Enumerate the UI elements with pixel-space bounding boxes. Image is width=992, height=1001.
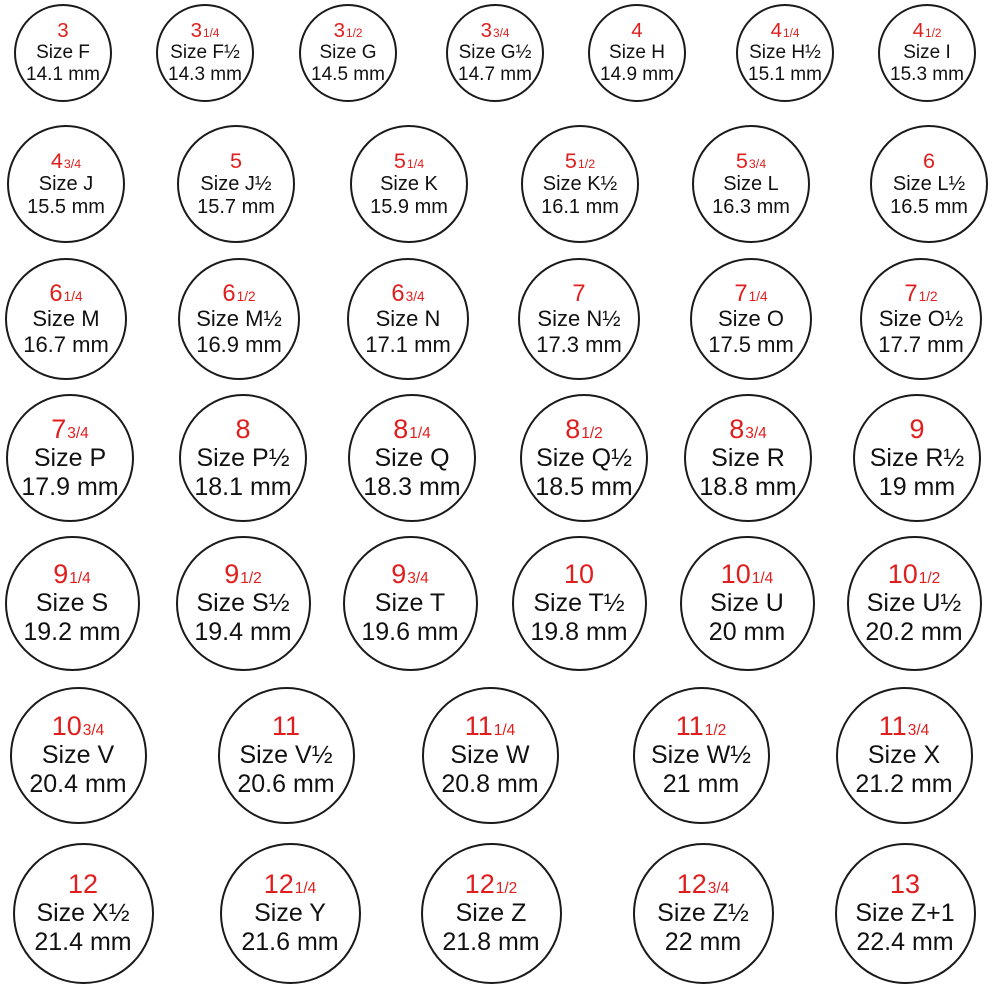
us-size-whole: 12 (676, 869, 707, 900)
ring-circle (446, 4, 544, 102)
diameter-mm-label: 21.8 mm (442, 927, 540, 956)
us-size-whole: 4 (770, 19, 783, 43)
us-size-fraction: 3/4 (745, 425, 767, 443)
ring-circle (6, 394, 134, 522)
us-size-label (394, 149, 424, 174)
diameter-mm-label: 14.7 mm (458, 64, 532, 86)
uk-size-label: Size K (380, 172, 438, 195)
diameter-mm-label: 15.5 mm (27, 196, 105, 219)
us-size-label (904, 281, 937, 307)
uk-size-label: Size W (450, 740, 530, 769)
us-size-whole: 8 (235, 414, 251, 445)
us-size-label (224, 560, 262, 589)
us-size-fraction: 1/4 (783, 27, 800, 41)
us-size-whole: 10 (563, 559, 595, 590)
us-size-whole: 7 (572, 280, 586, 308)
uk-size-label: Size Q (374, 443, 450, 472)
diameter-mm-label: 17.5 mm (708, 331, 794, 357)
uk-size-label: Size G½ (458, 41, 532, 63)
diameter-mm-label: 16.5 mm (890, 196, 968, 219)
us-size-whole: 5 (229, 148, 242, 174)
us-size-whole: 3 (57, 19, 69, 43)
us-size-label (51, 415, 89, 444)
us-size-fraction: 1/4 (63, 289, 83, 305)
uk-size-label: Size O (717, 306, 785, 332)
ring-circle (14, 4, 112, 102)
ring-circle (633, 687, 770, 824)
us-size-label (771, 20, 800, 43)
us-size-whole: 4 (631, 19, 643, 43)
uk-size-label: Size Z½ (657, 898, 749, 927)
uk-size-label: Size Z+1 (855, 898, 955, 927)
us-size-label (68, 870, 98, 899)
uk-size-label: Size X (867, 740, 941, 769)
diameter-mm-label: 19.6 mm (361, 617, 459, 646)
us-size-whole: 8 (393, 414, 409, 445)
us-size-label (736, 149, 766, 174)
us-size-label (734, 281, 767, 307)
diameter-mm-label: 20 mm (708, 617, 786, 646)
us-size-whole: 5 (564, 148, 577, 174)
us-size-fraction: 3/4 (82, 722, 105, 740)
diameter-mm-label: 17.1 mm (365, 331, 451, 357)
us-size-fraction: 1/2 (346, 27, 363, 41)
ring-circle (5, 536, 140, 671)
ring-circle (588, 4, 686, 102)
us-size-label (57, 20, 68, 43)
us-size-fraction: 1/4 (748, 289, 768, 305)
diameter-mm-label: 15.3 mm (890, 64, 964, 86)
uk-size-label: Size S (35, 588, 109, 617)
diameter-mm-label: 22 mm (664, 927, 742, 956)
ring-circle (177, 125, 295, 243)
uk-size-label: Size O½ (878, 306, 964, 332)
ring-circle (680, 536, 815, 671)
ring-circle (156, 4, 254, 102)
ring-circle (5, 258, 127, 380)
uk-size-label: Size J (38, 172, 94, 195)
us-size-whole: 11 (675, 711, 704, 742)
us-size-label (230, 149, 242, 174)
us-size-fraction: 3/4 (63, 157, 82, 172)
us-size-whole: 6 (391, 280, 405, 308)
diameter-mm-label: 20.4 mm (29, 769, 127, 798)
us-size-label (481, 20, 510, 43)
us-size-label (53, 560, 91, 589)
diameter-mm-label: 21.4 mm (34, 927, 132, 956)
us-size-fraction: 3/4 (748, 157, 767, 172)
us-size-label (888, 560, 941, 589)
us-size-whole: 4 (50, 148, 63, 174)
us-size-whole: 6 (222, 280, 236, 308)
ring-circle (218, 687, 355, 824)
diameter-mm-label: 16.7 mm (23, 331, 109, 357)
us-size-fraction: 1/4 (406, 157, 425, 172)
diameter-mm-label: 21.6 mm (241, 927, 339, 956)
uk-size-label: Size L½ (892, 172, 966, 195)
us-size-label (631, 20, 642, 43)
diameter-mm-label: 18.8 mm (699, 472, 797, 501)
ring-circle (421, 843, 562, 984)
us-size-fraction: 1/2 (236, 289, 256, 305)
uk-size-label: Size P (33, 443, 107, 472)
us-size-whole: 9 (224, 559, 240, 590)
us-size-fraction: 1/2 (704, 722, 727, 740)
uk-size-label: Size Q½ (536, 443, 632, 472)
us-size-fraction: 1/4 (409, 425, 431, 443)
ring-circle (853, 394, 981, 522)
diameter-mm-label: 21 mm (662, 769, 740, 798)
uk-size-label: Size K½ (542, 172, 618, 195)
diameter-mm-label: 20.2 mm (865, 617, 963, 646)
diameter-mm-label: 14.5 mm (311, 64, 385, 86)
diameter-mm-label: 14.3 mm (168, 64, 242, 86)
us-size-fraction: 1/2 (918, 289, 938, 305)
uk-size-label: Size M (32, 306, 100, 332)
us-size-label (191, 20, 220, 43)
us-size-label (391, 560, 429, 589)
us-size-whole: 11 (271, 711, 301, 742)
us-size-fraction: 1/2 (925, 27, 942, 41)
us-size-fraction: 1/4 (69, 570, 91, 588)
ring-circle (690, 258, 812, 380)
diameter-mm-label: 15.7 mm (197, 196, 275, 219)
diameter-mm-label: 14.1 mm (26, 64, 100, 86)
diameter-mm-label: 16.3 mm (712, 196, 790, 219)
uk-size-label: Size J½ (200, 172, 272, 195)
ring-circle (13, 843, 154, 984)
ring-circle (512, 536, 647, 671)
us-size-fraction: 1/4 (203, 27, 220, 41)
uk-size-label: Size T (374, 588, 446, 617)
us-size-label (565, 149, 595, 174)
us-size-label (49, 281, 82, 307)
us-size-whole: 3 (480, 19, 493, 43)
diameter-mm-label: 17.7 mm (878, 331, 964, 357)
ring-circle (299, 4, 397, 102)
us-size-fraction: 1/2 (240, 570, 262, 588)
us-size-fraction: 1/4 (294, 880, 317, 898)
us-size-whole: 10 (720, 559, 751, 590)
uk-size-label: Size W½ (650, 740, 752, 769)
us-size-fraction: 1/4 (751, 570, 774, 588)
us-size-whole: 11 (464, 711, 493, 742)
us-size-whole: 3 (190, 19, 203, 43)
us-size-fraction: 3/4 (405, 289, 425, 305)
us-size-whole: 12 (263, 869, 294, 900)
ring-circle (178, 258, 300, 380)
us-size-label (729, 415, 767, 444)
uk-size-label: Size I (903, 41, 951, 63)
us-size-label (465, 712, 516, 741)
uk-size-label: Size R½ (869, 443, 965, 472)
ring-circle (836, 687, 973, 824)
us-size-label (565, 415, 603, 444)
us-size-fraction: 3/4 (707, 880, 730, 898)
uk-size-label: Size V½ (239, 740, 333, 769)
us-size-label (272, 712, 300, 741)
uk-size-label: Size G (319, 41, 377, 63)
us-size-label (923, 149, 935, 174)
uk-size-label: Size X½ (36, 898, 130, 927)
us-size-label (572, 281, 585, 307)
us-size-label (913, 20, 942, 43)
uk-size-label: Size U (710, 588, 784, 617)
diameter-mm-label: 18.3 mm (363, 472, 461, 501)
ring-circle (10, 687, 147, 824)
us-size-label (564, 560, 594, 589)
ring-circle (692, 125, 810, 243)
us-size-whole: 7 (904, 280, 918, 308)
us-size-whole: 12 (67, 869, 99, 900)
diameter-mm-label: 18.5 mm (535, 472, 633, 501)
us-size-fraction: 1/4 (493, 722, 516, 740)
us-size-label (676, 712, 727, 741)
us-size-whole: 8 (729, 414, 745, 445)
uk-size-label: Size H (609, 41, 665, 63)
us-size-whole: 13 (889, 869, 921, 900)
uk-size-label: Size V (41, 740, 115, 769)
diameter-mm-label: 17.3 mm (536, 331, 622, 357)
uk-size-label: Size Z (455, 898, 527, 927)
diameter-mm-label: 16.1 mm (541, 196, 619, 219)
us-size-label (721, 560, 774, 589)
ring-circle (736, 4, 834, 102)
uk-size-label: Size L (723, 172, 779, 195)
us-size-fraction: 1/2 (581, 425, 603, 443)
uk-size-label: Size T½ (533, 588, 625, 617)
us-size-label (334, 20, 363, 43)
uk-size-label: Size R (711, 443, 785, 472)
diameter-mm-label: 15.9 mm (370, 196, 448, 219)
diameter-mm-label: 21.2 mm (855, 769, 953, 798)
us-size-whole: 6 (49, 280, 63, 308)
uk-size-label: Size P½ (196, 443, 290, 472)
ring-circle (520, 394, 648, 522)
uk-size-label: Size U½ (866, 588, 962, 617)
uk-size-label: Size Y (254, 898, 326, 927)
us-size-whole: 7 (734, 280, 748, 308)
diameter-mm-label: 15.1 mm (748, 64, 822, 86)
us-size-whole: 9 (909, 414, 925, 445)
uk-size-label: Size M½ (196, 306, 282, 332)
ring-circle (348, 394, 476, 522)
ring-circle (633, 843, 774, 984)
ring-circle (860, 258, 982, 380)
us-size-label (222, 281, 255, 307)
uk-size-label: Size N½ (537, 306, 621, 332)
us-size-whole: 9 (391, 559, 407, 590)
ring-circle (870, 125, 988, 243)
ring-circle (518, 258, 640, 380)
ring-circle (176, 536, 311, 671)
us-size-label (393, 415, 431, 444)
ring-circle (878, 4, 976, 102)
us-size-fraction: 3/4 (67, 425, 89, 443)
ring-circle (835, 843, 976, 984)
us-size-fraction: 1/2 (577, 157, 596, 172)
uk-size-label: Size S½ (196, 588, 290, 617)
us-size-whole: 9 (53, 559, 69, 590)
diameter-mm-label: 20.8 mm (441, 769, 539, 798)
diameter-mm-label: 19.2 mm (23, 617, 121, 646)
diameter-mm-label: 19.4 mm (194, 617, 292, 646)
us-size-whole: 10 (887, 559, 918, 590)
us-size-whole: 4 (912, 19, 925, 43)
us-size-whole: 5 (393, 148, 406, 174)
us-size-whole: 8 (565, 414, 581, 445)
us-size-fraction: 3/4 (907, 722, 930, 740)
us-size-label (890, 870, 920, 899)
ring-circle (220, 843, 361, 984)
us-size-label (264, 870, 317, 899)
ring-circle (350, 125, 468, 243)
diameter-mm-label: 18.1 mm (194, 472, 292, 501)
us-size-fraction: 3/4 (493, 27, 510, 41)
us-size-whole: 11 (878, 711, 907, 742)
uk-size-label: Size F (36, 41, 90, 63)
uk-size-label: Size H½ (749, 41, 821, 63)
us-size-fraction: 3/4 (407, 570, 429, 588)
ring-circle (347, 258, 469, 380)
us-size-whole: 6 (922, 148, 935, 174)
us-size-label (52, 712, 105, 741)
us-size-label (879, 712, 930, 741)
diameter-mm-label: 20.6 mm (237, 769, 335, 798)
diameter-mm-label: 14.9 mm (600, 64, 674, 86)
us-size-label (51, 149, 81, 174)
ring-circle (684, 394, 812, 522)
diameter-mm-label: 19 mm (878, 472, 956, 501)
ring-circle (343, 536, 478, 671)
us-size-label (909, 415, 924, 444)
us-size-label (391, 281, 424, 307)
uk-size-label: Size N (375, 306, 441, 332)
us-size-fraction: 1/2 (495, 880, 518, 898)
ring-circle (847, 536, 982, 671)
ring-circle (179, 394, 307, 522)
us-size-label (235, 415, 250, 444)
ring-circle (7, 125, 125, 243)
diameter-mm-label: 19.8 mm (530, 617, 628, 646)
us-size-whole: 3 (333, 19, 346, 43)
us-size-label (677, 870, 730, 899)
us-size-fraction: 1/2 (918, 570, 941, 588)
us-size-whole: 10 (51, 711, 82, 742)
ring-circle (422, 687, 559, 824)
us-size-whole: 12 (464, 869, 495, 900)
diameter-mm-label: 16.9 mm (196, 331, 282, 357)
uk-size-label: Size F½ (170, 41, 240, 63)
ring-circle (521, 125, 639, 243)
diameter-mm-label: 22.4 mm (856, 927, 954, 956)
diameter-mm-label: 17.9 mm (21, 472, 119, 501)
us-size-whole: 5 (735, 148, 748, 174)
us-size-whole: 7 (51, 414, 67, 445)
us-size-label (465, 870, 518, 899)
